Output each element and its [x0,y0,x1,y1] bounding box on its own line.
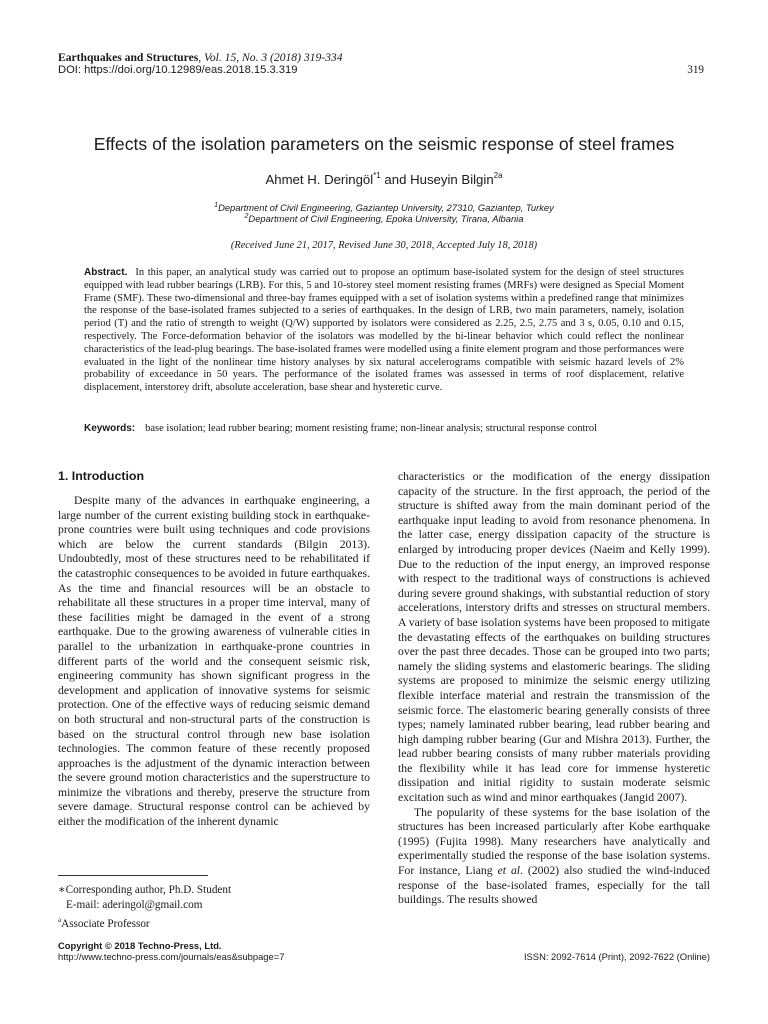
paragraph-text: The popularity of these systems for the base isolation of the structures has been increased particularly after Kobe earthquake (1995) (Fujita 1998). Many researchers have analytically and experimentally studied the response of the base isolation systems. For instance, Liang [398,805,710,878]
section-heading: 1. Introduction [58,469,145,483]
copyright: Copyright © 2018 Techno-Press, Ltd. [58,940,222,951]
footnote-divider [58,875,208,876]
author-name: Huseyin Bilgin [410,172,494,187]
affiliation [0,202,768,213]
affiliation-text: Department of Civil Engineering, Gaziantep University, 27310, Gaziantep, Turkey [218,202,554,213]
paragraph: Despite many of the advances in earthquake engineering, a large number of the current existing building stock in earthquake-prone countries were built using techniques and code provisions which are below the current standards (Bilgin 2013). Undoubtedly, most of these structures need to be rehabilitated if the catastrophic consequences to be avoided in future earthquakes. As the time and financial resources will be an obstacle to rehabilitate all these structures in a proper time interval, many of these facilities might be damaged in the event of a strong earthquake. Due to the growing awareness of vulnerable cities in parallel to the urbanization in earthquake-prone countries in different parts of the world and the consequent seismic risk, engineering community has shown significant progress in the development and application of innovative systems for seismic protection. One of the effective ways of reducing seismic demand on both structural and non-structural parts of the construction is based on the structural control through new base isolation technologies. The common feature of these recently proposed approaches is the adjustment of the dynamic interaction between the severe ground motion characteristics and the superstructure to minimize the vibrations and thereby, preserve the structure from severe damage. Structural response control can be achieved by either the modification of the inherent dynamic [58,494,370,829]
doi-text: DOI: https://doi.org/10.12989/eas.2018.15.3.319 [58,64,298,76]
footnote-associate [58,913,231,932]
footnote-corresponding: ∗Corresponding author, Ph.D. Student [58,884,232,896]
author-joiner: and [380,172,411,187]
body-column-right [398,470,710,908]
footnote-marker: a [58,915,62,924]
issn: ISSN: 2092-7614 (Print), 2092-7622 (Online) [523,951,710,962]
affiliation [0,213,768,224]
author-marker: *1 [373,171,381,180]
paragraph: characteristics or the modification of the energy dissipation capacity of the structure. In the first approach, the period of the structure is shifted away from the main dominant period of the earthquake input leading to avoid from resonance phenomena. In the latter case, energy dissipation capacity of the structure is enlarged by introducing proper devices (Naeim and Kelly 1999). Due to the reduction of the input energy, an improved response with respect to the traditional ways of constructions is achieved during severe ground shakings, with substantial reduction of story accelerations, interstory drifts and stresses on structural members. A variety of base isolation systems have been proposed to mitigate the devastating effects of the earthquakes on building structures over the past three decades. Those can be grouped into two parts; namely the sliding systems and elastomeric bearings. The sliding systems are proposed to minimize the seismic energy utilizing flexible interface material and restrain the transmission of the seismic force. The elastomeric bearing generally consists of three types; namely laminated rubber bearing, lead rubber bearing and high damping rubber bearing (Gur and Mishra 2013). Further, the lead rubber bearing consists of many rubber materials providing the flexibility while it has lead core for immense hysteretic dissipation and initial rigidity to sustain moderate seismic excitation such as wind and minor earthquakes (Jangid 2007). [398,470,710,805]
abstract-text: In this paper, an analytical study was carried out to propose an optimum base-isolated system for the design of steel structures equipped with lead rubber bearings (LRB). For this, 5 and 10-storey steel moment resisting frames (MRFs) were designed as Special Moment Frame (SMF). These two-dimensional and three-bay frames equipped with a set of isolation systems within a predefined range that minimizes the response of the base-isolated frames subjected to a series of earthquakes. In the design of LRB, two main parameters, namely, isolation period (T) and the ratio of strength to weight (Q/W) supported by isolators were considered as 2.25, 2.5, 2.75 and 3 s, 0.05, 0.10 and 0.15, respectively. The Force-deformation behavior of the isolators was modelled by the bi-linear behavior which could reflect the nonlinear characteristics of the lead-plug bearings. The base-isolated frames were modelled using a finite element program and those performances were evaluated in the light of the nonlinear time history analyses by six natural accelerograms compatible with seismic hazard levels of 2% probability of exceedance in 50 years. The performance of the isolated frames was assessed in terms of roof displacement, relative displacement, interstorey drift, absolute acceleration, base shear and hysteretic curve. [84,267,684,394]
body-column-left [58,494,370,830]
keywords [84,423,684,434]
journal-issue: , Vol. 15, No. 3 (2018) 319-334 [198,51,343,64]
footnotes [58,883,231,931]
received-dates: (Received June 21, 2017, Revised June 30, 2018, Accepted July 18, 2018) [230,240,538,251]
journal-citation [58,51,343,64]
abstract-label: Abstract. [84,267,128,278]
page-number: 319 [687,64,704,76]
author-name: Ahmet H. Deringöl [265,172,374,187]
affiliation-text: Department of Civil Engineering, Epoka University, Tirana, Albania [248,213,524,224]
author-list [0,171,768,187]
paragraph-text: . (2002) also studied the wind-induced response of the base-isolated frames, especially for the tall buildings. The results showed [398,864,710,907]
affiliation-marker: 2 [244,213,249,220]
paragraph-italic: et al [497,864,521,878]
footnote-email: E-mail: aderingol@gmail.com [66,898,203,911]
footnote-text: Associate Professor [61,917,150,930]
journal-name: Earthquakes and Structures [58,51,199,64]
abstract [84,267,684,395]
author-marker: 2a [493,171,503,180]
affiliation-marker: 1 [214,202,219,209]
journal-url[interactable]: http://www.techno-press.com/journals/eas&subpage=7 [58,951,285,962]
keywords-text: base isolation; lead rubber bearing; moment resisting frame; non-linear analysis; structural response control [145,423,598,434]
paper-title: Effects of the isolation parameters on the seismic response of steel frames [93,134,675,154]
paragraph [398,806,710,908]
keywords-label: Keywords: [84,423,136,434]
